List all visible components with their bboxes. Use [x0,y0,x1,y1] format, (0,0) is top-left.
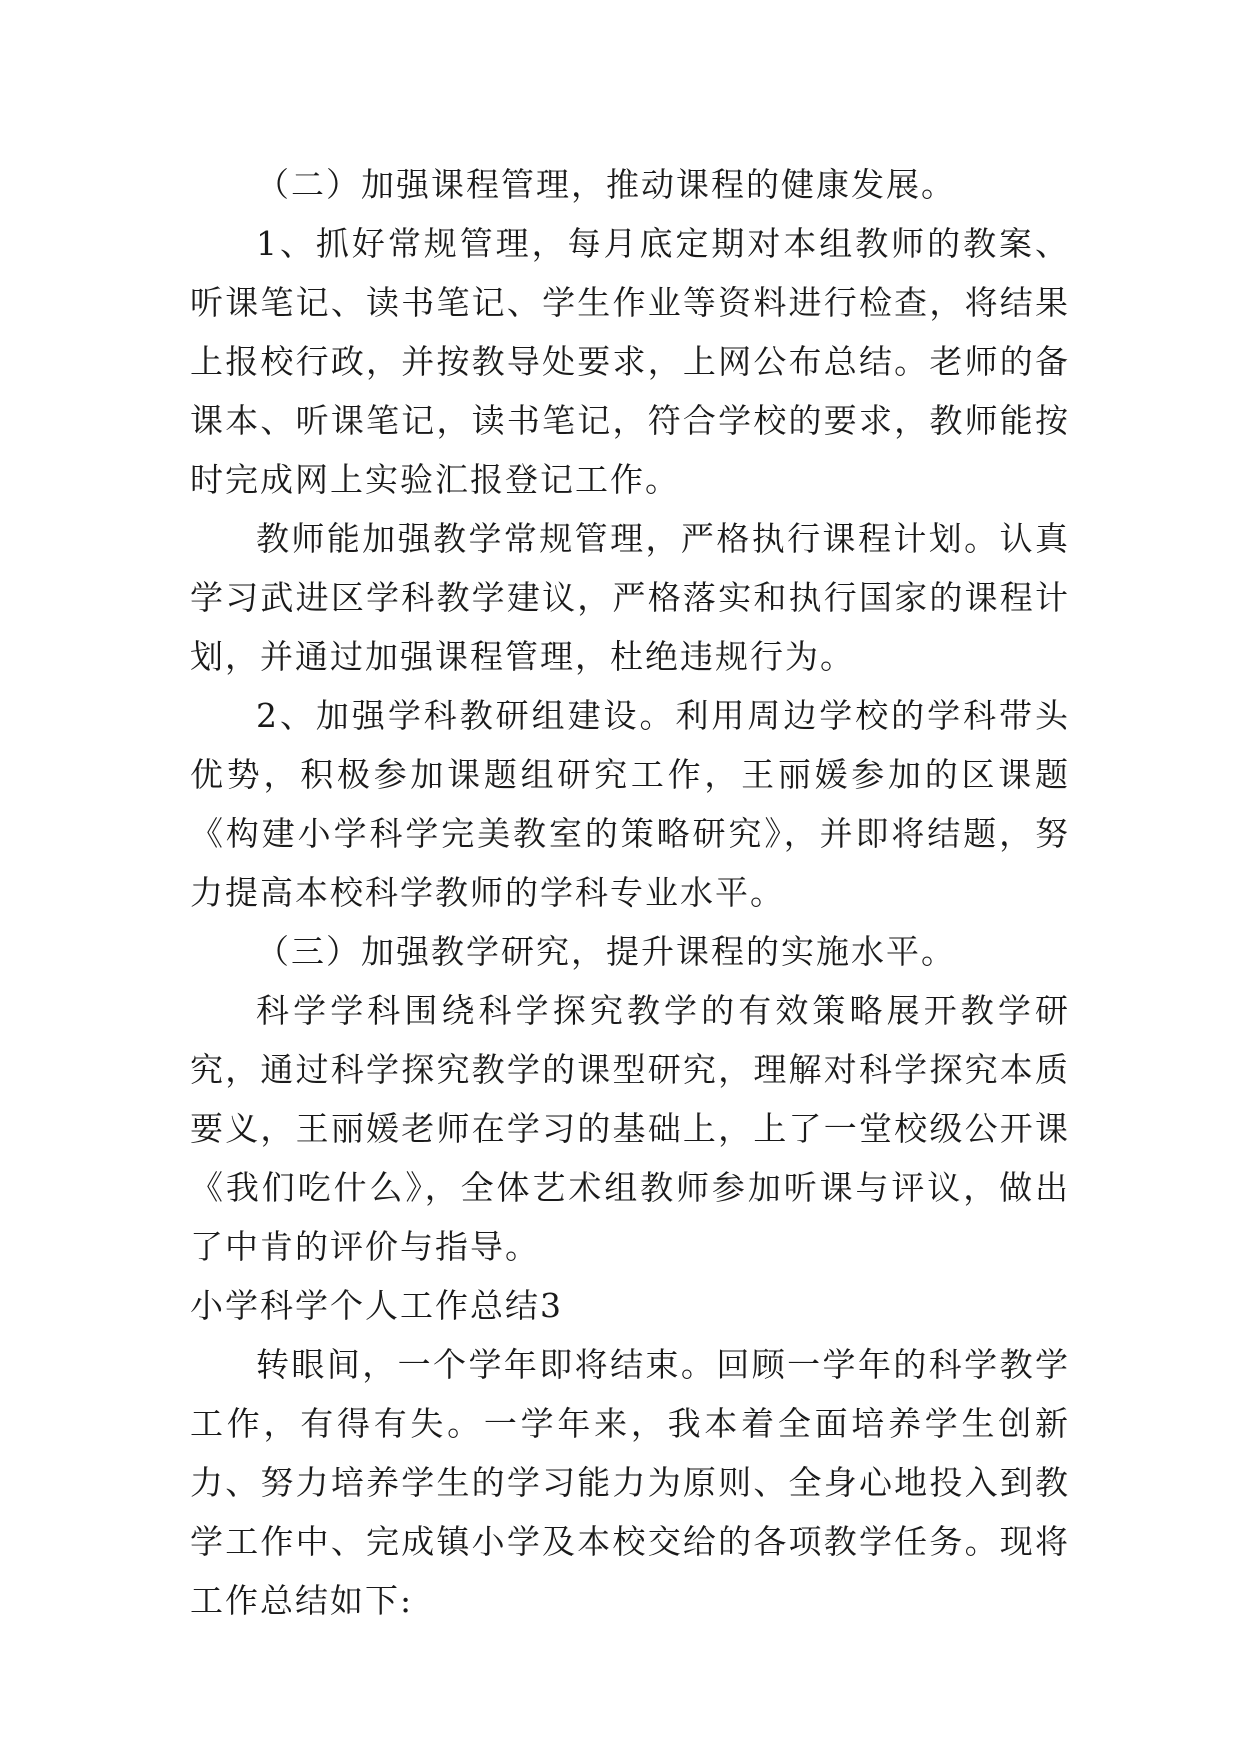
paragraph-routine-management: 1、抓好常规管理，每月底定期对本组教师的教案、听课笔记、读书笔记、学生作业等资料进行检查，将结果上报校行政，并按教导处要求，上网公布总结。老师的备课本、听课笔记，读书笔记，符合学校的要求，教师能按时完成网上实验汇报登记工作。 [190,224,1070,499]
paragraph-inquiry-teaching: 科学学科围绕科学探究教学的有效策略展开教学研究，通过科学探究教学的课型研究，理解对科学探究本质要义，王丽媛老师在学习的基础上，上了一堂校级公开课《我们吃什么》，全体艺术组教师参加听课与评议，做出了中肯的评价与指导。 [190,991,1070,1266]
section-heading-course-management: （二）加强课程管理，推动课程的健康发展。 [256,165,956,204]
section-heading-teaching-research: （三）加强教学研究，提升课程的实施水平。 [256,932,956,971]
document-title-summary-3: 小学科学个人工作总结3 [190,1286,563,1325]
paragraph-year-review: 转眼间，一个学年即将结束。回顾一学年的科学教学工作，有得有失。一学年来，我本着全面培养学生创新力、努力培养学生的学习能力为原则、全身心地投入到教学工作中、完成镇小学及本校交给的各项教学任务。现将工作总结如下: [190,1345,1070,1620]
paragraph-teaching-routine: 教师能加强教学常规管理，严格执行课程计划。认真学习武进区学科教学建议，严格落实和执行国家的课程计划，并通过加强课程管理，杜绝违规行为。 [190,519,1070,676]
document-body [190,155,1070,1630]
paragraph-research-group: 2、加强学科教研组建设。利用周边学校的学科带头优势，积极参加课题组研究工作，王丽媛参加的区课题《构建小学科学完美教室的策略研究》，并即将结题，努力提高本校科学教师的学科专业水平。 [190,696,1070,912]
